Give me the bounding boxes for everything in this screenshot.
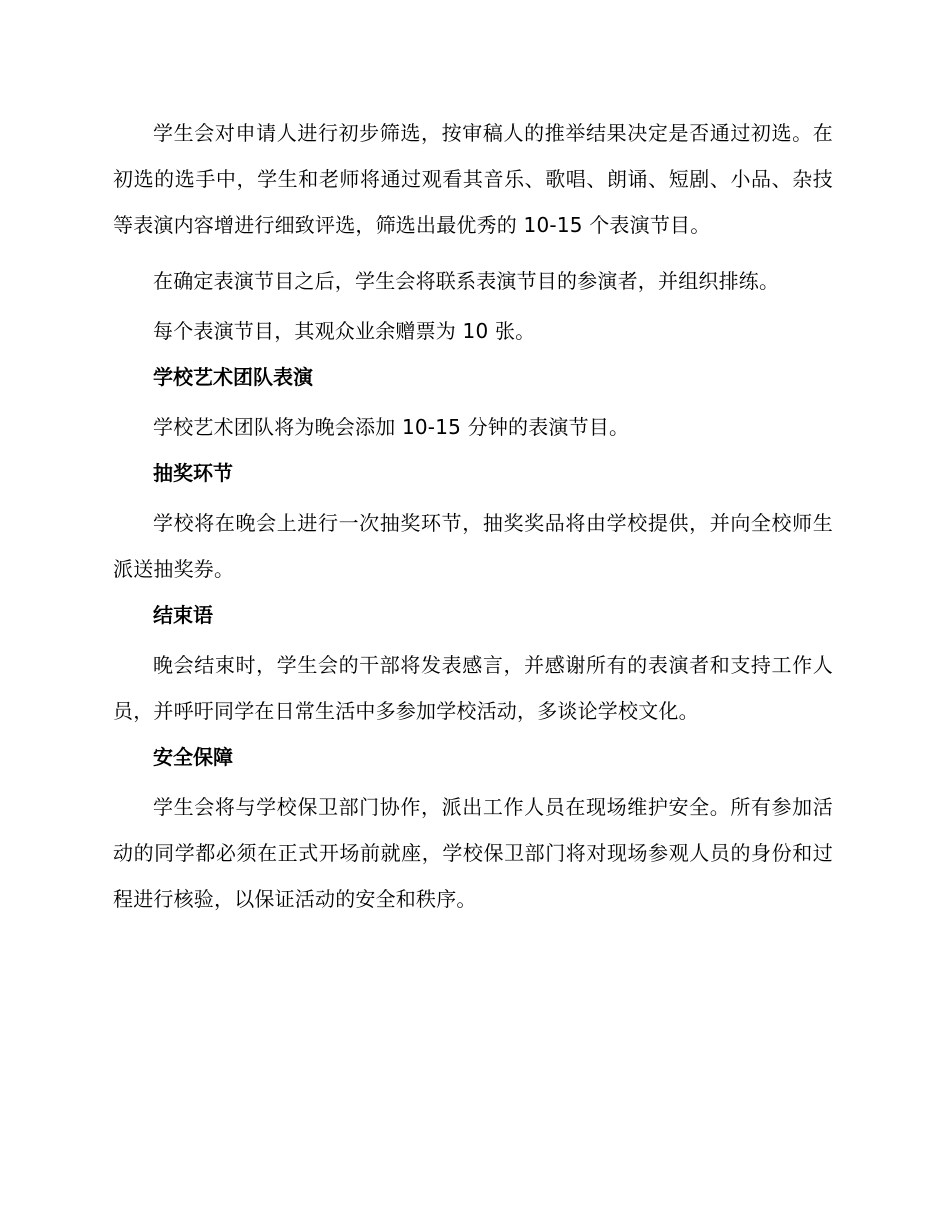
document-page <box>113 110 833 922</box>
heading-security: 安全保障 <box>153 745 233 769</box>
paragraph-tickets: 每个表演节目，其观众业余赠票为 10 张。 <box>153 319 536 343</box>
paragraph-art-team: 学校艺术团队将为晚会添加 10-15 分钟的表演节目。 <box>153 415 630 439</box>
heading-closing: 结束语 <box>153 603 213 627</box>
paragraph-security: 学生会将与学校保卫部门协作，派出工作人员在现场维护安全。所有参加活动的同学都必须在正式开场前就座，学校保卫部门将对现场参观人员的身份和过程进行核验，以保证活动的安全和秩序。 <box>113 795 833 911</box>
heading-lottery: 抽奖环节 <box>153 461 233 485</box>
heading-art-team: 学校艺术团队表演 <box>153 365 313 389</box>
paragraph-preliminary-selection: 学生会对申请人进行初步筛选，按审稿人的推举结果决定是否通过初选。在初选的选手中，学生和老师将通过观看其音乐、歌唱、朗诵、短剧、小品、杂技等表演内容增进行细致评选，筛选出最优秀的 10-15 个表演节目。 <box>113 121 833 237</box>
paragraph-lottery: 学校将在晚会上进行一次抽奖环节，抽奖奖品将由学校提供，并向全校师生派送抽奖券。 <box>113 511 833 581</box>
paragraph-rehearsal: 在确定表演节目之后，学生会将联系表演节目的参演者，并组织排练。 <box>153 269 780 293</box>
paragraph-closing: 晚会结束时，学生会的干部将发表感言，并感谢所有的表演者和支持工作人员，并呼吁同学在日常生活中多参加学校活动，多谈论学校文化。 <box>113 653 833 723</box>
